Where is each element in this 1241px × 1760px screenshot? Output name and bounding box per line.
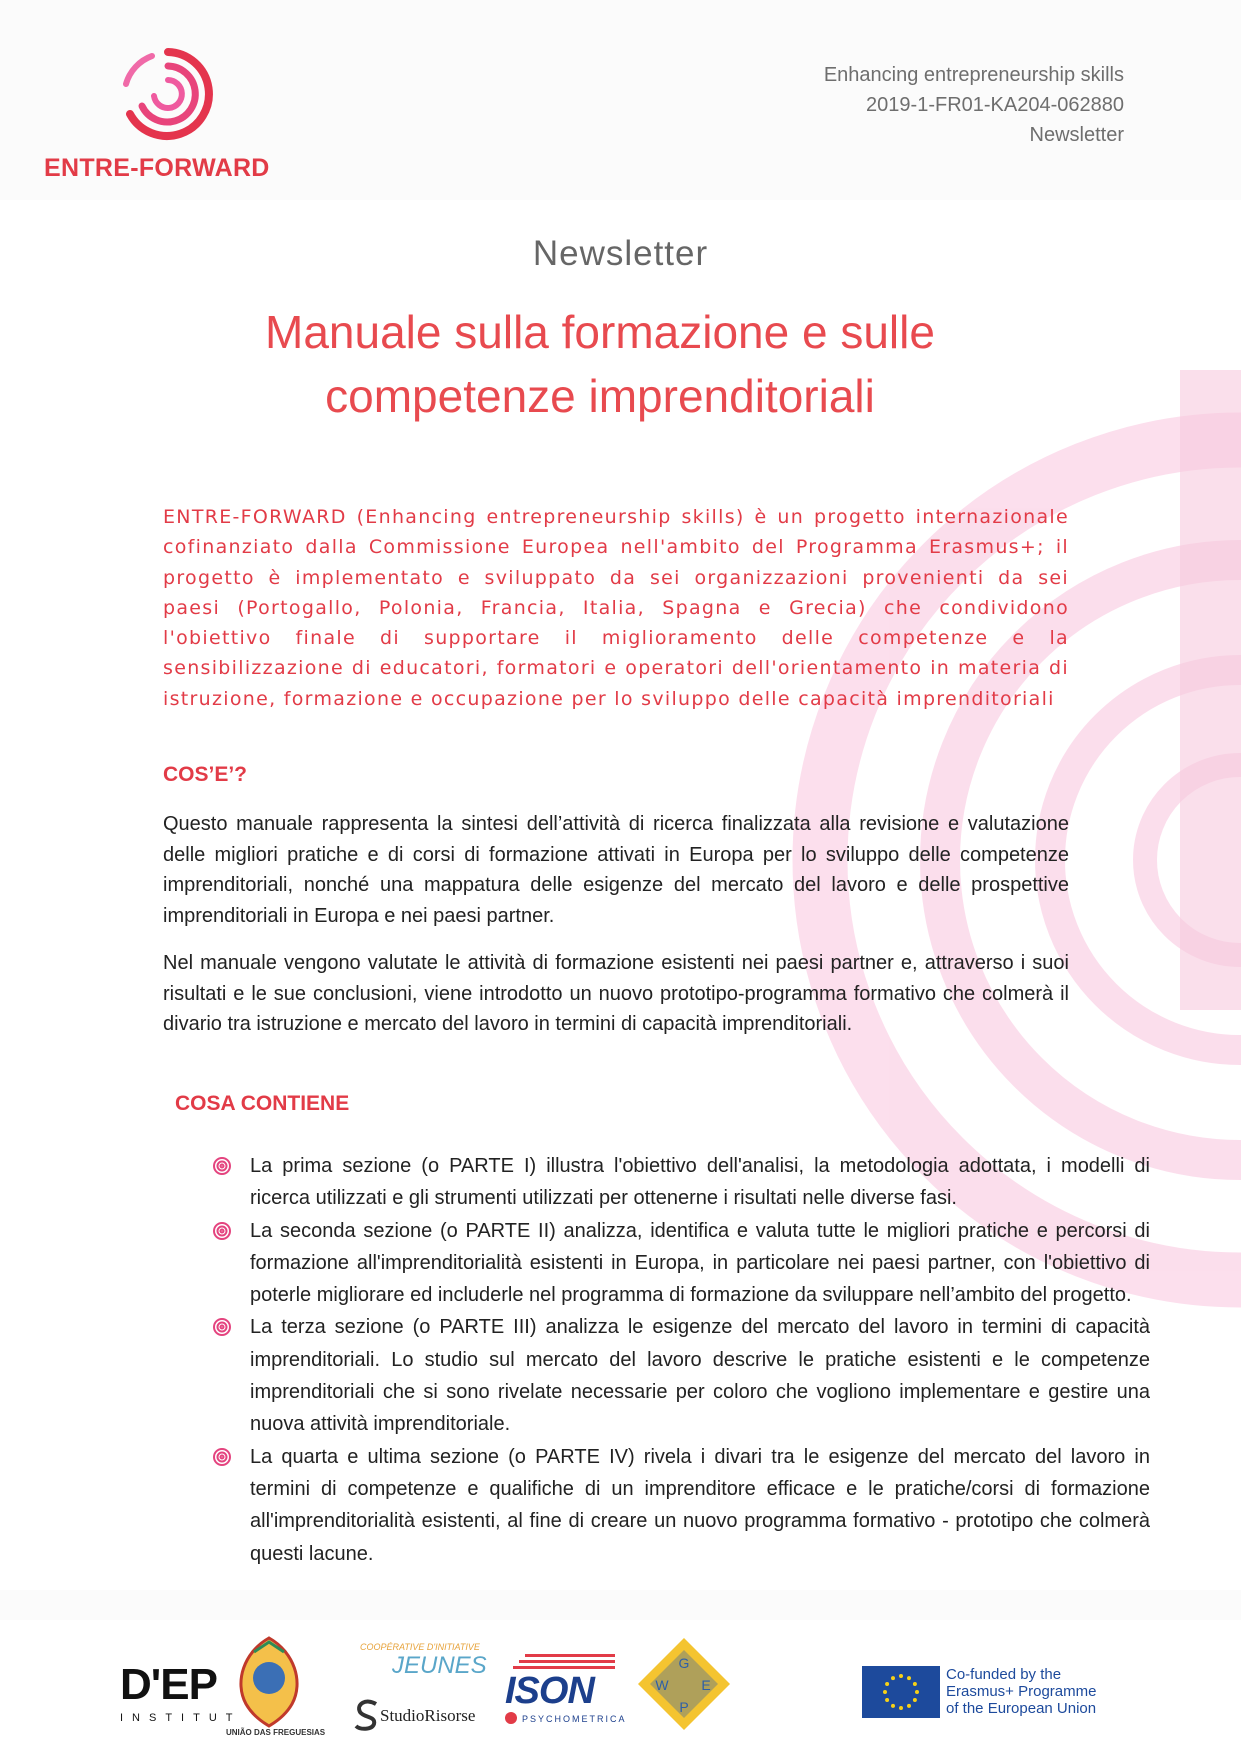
gwep-letter: P — [679, 1699, 689, 1715]
eu-star-icon — [913, 1682, 917, 1686]
contents-list — [212, 1150, 1150, 1570]
spiral-bullet-icon — [212, 1221, 232, 1241]
list-item — [212, 1215, 1150, 1312]
gwep-letter: E — [701, 1677, 711, 1693]
partner-logos-footer — [0, 1620, 1241, 1750]
ison-subtitle: PSYCHOMETRICA — [522, 1714, 627, 1724]
newsletter-label: Newsletter — [532, 234, 709, 273]
gwep-letter: G — [678, 1655, 690, 1671]
gwep-logo — [636, 1636, 732, 1732]
spiral-bullet-icon — [212, 1156, 232, 1176]
studio-risorse-logo-text: StudioRisorse — [380, 1706, 476, 1725]
body-paragraph: Questo manuale rappresenta la sintesi dell’attività di ricerca finalizzata alla revisione e valutazione delle migliori pratiche e di corsi di formazione attivati in Europa per lo sviluppo delle competenze imprenditoriali, nonché una mappatura delle esigenze del mercato del lavoro e delle prospettive imprenditoriali in Europa e nei paesi partner. — [163, 813, 1069, 927]
eu-star-icon — [885, 1698, 889, 1702]
list-item-text: La seconda sezione (o PARTE II) analizza, identifica e valuta tutte le migliori pratiche e percorsi di formazione all'imprenditorialità esistenti in Europa, in particolare nei paesi partner, con l'obiettivo di poterle migliorare ed includerle nel programma di formazione da sviluppare nell’ambito del progetto. — [250, 1219, 1150, 1307]
list-item — [212, 1150, 1150, 1215]
eu-text-line: of the European Union — [946, 1700, 1097, 1717]
eu-star-icon — [885, 1682, 889, 1686]
list-item — [212, 1311, 1150, 1440]
eu-flag-icon — [862, 1666, 940, 1718]
header-meta-line: 2019-1-FR01-KA204-062880 — [866, 94, 1124, 116]
title-line: competenze imprenditoriali — [325, 370, 875, 422]
studio-risorse-mark-icon — [352, 1698, 382, 1732]
header-meta-line: Newsletter — [1029, 124, 1124, 146]
eu-text-line: Erasmus+ Programme — [946, 1683, 1097, 1700]
uniao-freguesias-emblem — [224, 1632, 314, 1730]
eu-cofunding-text — [946, 1666, 1096, 1717]
body-paragraph: Nel manuale vengono valutate le attività di formazione esistenti nei paesi partner e, attraverso i suoi risultati e le sue conclusioni, viene introdotto un nuovo prototipo-programma formativo che colmerà il divario tra istruzione e mercato del lavoro in termini di capacità imprenditoriali. — [163, 952, 1069, 1035]
section-heading-what: COS’E’? — [163, 763, 248, 786]
dep-institut-logo: D'EP — [120, 1660, 217, 1709]
intro-paragraph: ENTRE-FORWARD (Enhancing entrepreneurship skills) è un progetto internazionale cofinanziato dalla Commissione Europea nell'ambito del Programma Erasmus+; il progetto è implementato e sviluppato da sei organizzazioni provenienti da sei paesi (Portogallo, Polonia, Francia, Italia, Spagna e Grecia) che condividono l'obiettivo finale di supportare il miglioramento delle competenze e la sensibilizzazione di educatori, formatori e operatori dell'orientamento in materia di istruzione, formazione e occupazione per lo sviluppo delle capacità imprenditoriali — [163, 506, 1069, 710]
gwep-letter: W — [655, 1677, 669, 1693]
list-item-text: La prima sezione (o PARTE I) illustra l'obiettivo dell'analisi, la metodologia adottata, i modelli di ricerca utilizzati e gli strumenti utilizzati per ottenerne i risultati nelle diverse fasi. — [250, 1155, 1150, 1210]
eu-star-icon — [883, 1690, 887, 1694]
section-heading-contents: COSA CONTIENE — [175, 1092, 350, 1115]
header-meta-line: Enhancing entrepreneurship skills — [823, 64, 1124, 86]
ison-stripes-icon — [505, 1654, 615, 1670]
jeunes-logo-text: JEUNES — [392, 1652, 487, 1679]
ison-dot-icon — [505, 1712, 517, 1724]
ison-logo-text: ISON — [505, 1670, 594, 1712]
document-title — [200, 300, 1000, 428]
spiral-bullet-icon — [212, 1317, 232, 1337]
list-item-text: La quarta e ultima sezione (o PARTE IV) rivela i divari tra le esigenze del mercato del lavoro in termini di competenze e qualifiche di un imprenditore efficace e le pratiche/corsi di formazione all'imprenditorialità esistenti, al fine di creare un nuovo programma formativo - prototipo che colmerà questi lacune. — [250, 1445, 1150, 1565]
spiral-logo-icon — [112, 44, 224, 144]
eu-star-icon — [899, 1706, 903, 1710]
uniao-freguesias-label: UNIÃO DAS FREGUESIAS — [226, 1728, 326, 1737]
eu-star-icon — [907, 1676, 911, 1680]
list-item — [212, 1441, 1150, 1570]
eu-star-icon — [891, 1704, 895, 1708]
title-line: Manuale sulla formazione e sulle — [265, 306, 935, 358]
eu-star-icon — [899, 1674, 903, 1678]
eu-star-icon — [913, 1698, 917, 1702]
eu-star-icon — [915, 1690, 919, 1694]
entre-forward-logo — [44, 44, 294, 194]
eu-text-line: Co-funded by the — [946, 1666, 1062, 1683]
logo-wordmark: ENTRE-FORWARD — [44, 154, 270, 182]
list-item-text: La terza sezione (o PARTE III) analizza le esigenze del mercato del lavoro in termini di capacità imprenditoriali. Lo studio sul mercato del lavoro descrive le pratiche esistenti e le competenze imprenditoriali che si sono rivelate necessarie per coloro che vogliono implementare e gestire una nuova attività imprenditoriale. — [250, 1316, 1150, 1436]
eu-star-icon — [907, 1704, 911, 1708]
coop-label: COOPÉRATIVE D'INITIATIVE — [360, 1642, 480, 1652]
eu-star-icon — [891, 1676, 895, 1680]
header-meta — [824, 60, 1124, 150]
dep-institut-subtitle: INSTITUT — [120, 1712, 242, 1724]
spiral-bullet-icon — [212, 1447, 232, 1467]
